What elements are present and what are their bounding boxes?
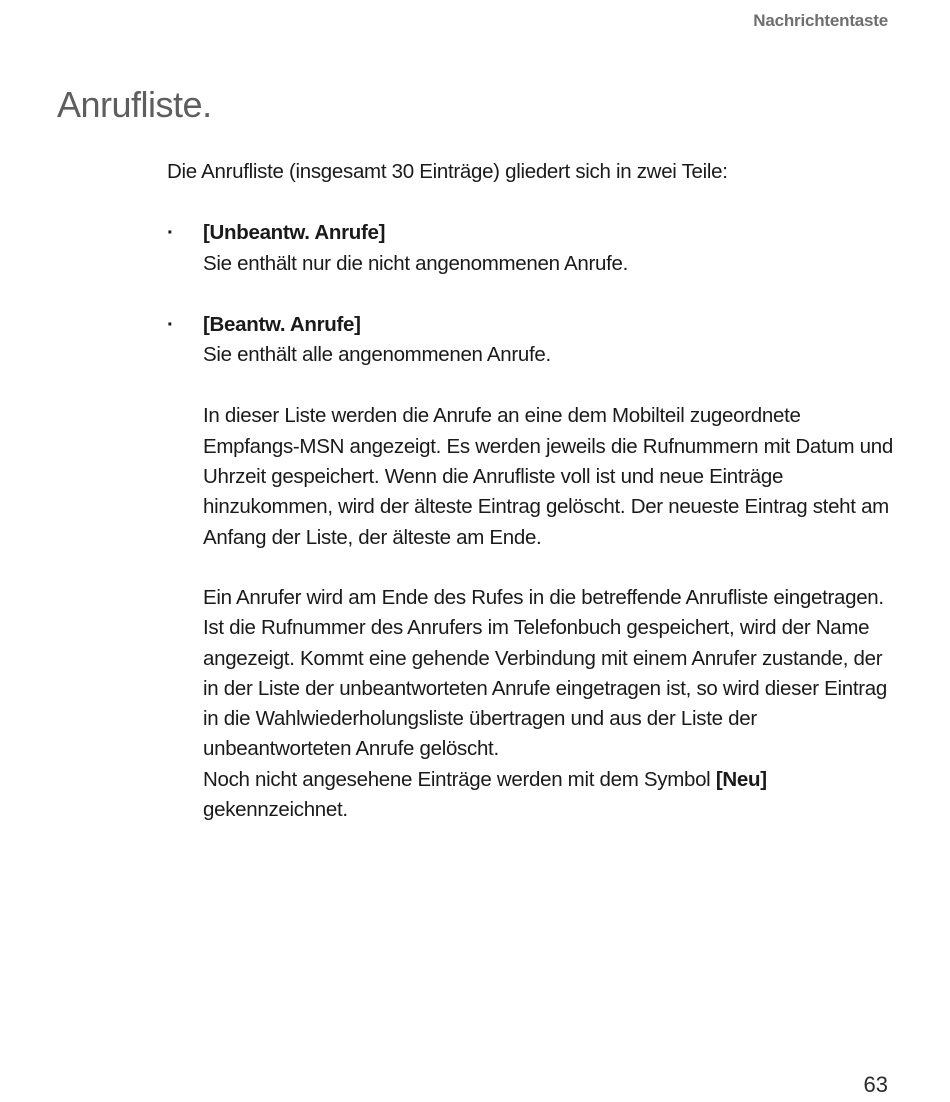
paragraph-caller-entry: Ein Anrufer wird am Ende des Rufes in die betreffende Anrufliste eingetragen. Ist die Rufnummer des Anrufers im Telefonbuch gespeichert, wird der Name angezeigt. Kommt eine gehende Verbindung mit einem Anrufer zustande, der in der Liste der unbeantworteten Anrufe eingetragen ist, so wird dieser Eintrag in die Wahlwiederholungsliste übertragen und aus der Liste der unbeantworteten Anrufe gelöscht. (203, 585, 887, 761)
paragraph-new-symbol (203, 765, 897, 826)
bullet-marker: · (167, 312, 174, 336)
list-item-title: [Unbeantw. Anrufe] (203, 221, 386, 245)
main-content (167, 157, 897, 825)
list-item-description: Sie enthält nur die nicht angenommenen Anrufe. (203, 251, 628, 275)
intro-text: Die Anrufliste (insgesamt 30 Einträge) gliedert sich in zwei Teile: (167, 160, 728, 183)
new-symbol-text-before: Noch nicht angesehene Einträge werden mit dem Symbol (203, 767, 716, 791)
page-title: Anrufliste. (57, 84, 212, 125)
list-item-title: [Beantw. Anrufe] (203, 312, 361, 336)
running-header: Nachrichtentaste (753, 11, 888, 30)
list-item-unanswered (167, 218, 897, 279)
new-symbol-text-after: gekennzeichnet. (203, 798, 348, 822)
list-item-description: Sie enthält alle angenommenen Anrufe. (203, 343, 551, 367)
paragraph-msn-info: In dieser Liste werden die Anrufe an eine dem Mobilteil zugeordnete Empfangs-MSN angezeigt. Es werden jeweils die Rufnummern mit Datum und Uhrzeit gespeichert. Wenn die Anrufliste voll ist und neue Einträge hinzukommen, wird der älteste Eintrag gelöscht. Der neueste Eintrag steht am Anfang der Liste, der älteste am Ende. (203, 404, 893, 549)
bullet-marker: · (167, 221, 174, 245)
bullet-list (167, 218, 897, 370)
list-item-answered (167, 310, 897, 371)
new-symbol-label: [Neu] (715, 767, 767, 791)
page-number: 63 (863, 1072, 888, 1097)
